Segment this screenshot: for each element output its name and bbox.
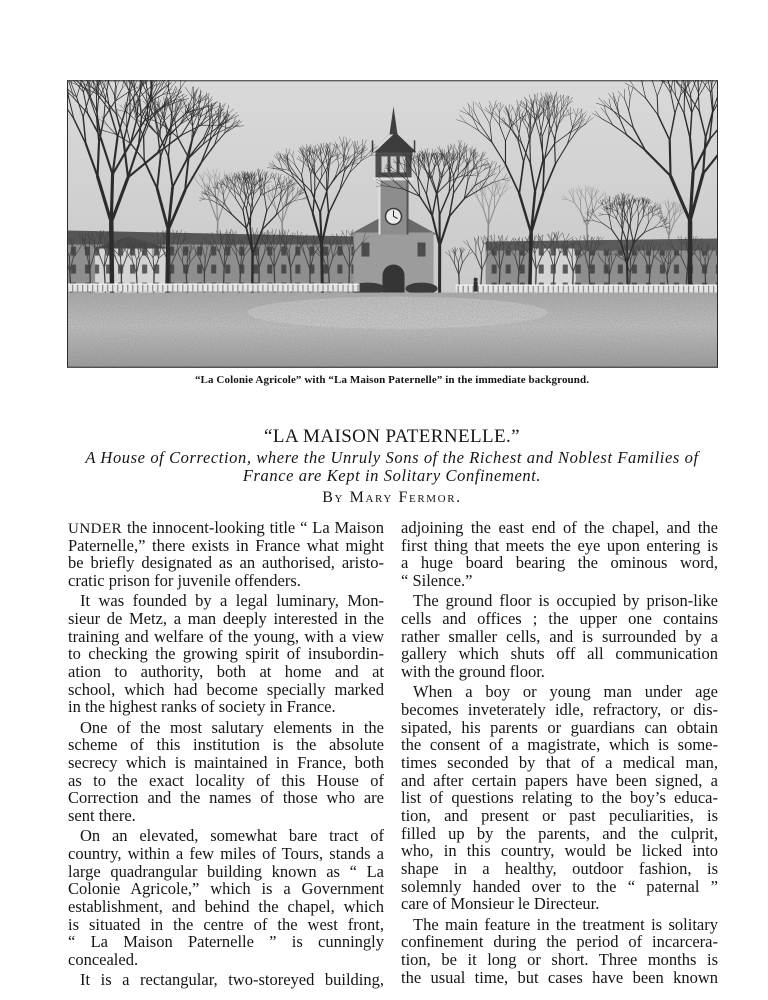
text-line: Paternelle,” there exists in France what might (68, 535, 384, 555)
paragraph (68, 971, 384, 989)
paragraph (68, 827, 384, 969)
text-line-rest: the innocent-looking title “ La Maison (127, 518, 384, 537)
byline: By Mary Fermor. (322, 489, 462, 506)
ground-grain (67, 293, 718, 368)
text-line: rather smaller cells, and is surrounded by a (401, 626, 718, 646)
tower-edge (407, 176, 409, 234)
text-line: school, which had become specially marked (68, 679, 384, 699)
text-line: in the highest ranks of society in France. (68, 697, 336, 717)
text-line: list of questions relating to the boy’s educa- (401, 788, 718, 808)
text-line: “ La Maison Paternelle ” is cunningly (68, 932, 384, 952)
text-line: filled up by the parents, and the culprit, (401, 823, 718, 843)
lead-word: UNDER (68, 521, 123, 537)
text-line: Colonie Agricole,” which is a Government (68, 879, 384, 899)
text-line: and after certain papers have been signed, a (401, 770, 718, 790)
tree-branch (144, 137, 145, 161)
text-line: Correction and the names of those who are (68, 788, 384, 808)
text-line: first thing that meets the eye upon entering is (401, 535, 718, 555)
text-line: is situated in the centre of the west front, (68, 914, 384, 934)
text-line: secrecy which is maintained in France, both (68, 752, 384, 772)
text-line: tion, be it long or short. Three months is (401, 950, 718, 969)
fence-right (456, 285, 718, 293)
tree-branch (649, 258, 650, 272)
text-line: with the ground floor. (401, 662, 545, 681)
text-line: It is a rectangular, two-storeyed building, (80, 970, 384, 990)
subtitle-line: France are Kept in Solitary Confinement. (242, 466, 542, 485)
text-line: scheme of this institution is the absolute (68, 735, 384, 755)
text-line: ation to authority, both at home and at (68, 662, 384, 681)
text-line: sipated, his parents or guardians can obtain (401, 717, 718, 737)
text-line: solemnly handed over to the “ paternal ” (401, 876, 718, 896)
archway-gate (382, 265, 404, 293)
photo-caption: “La Colonie Agricole” with “La Maison Paternelle” in the immediate background. (194, 374, 590, 386)
text-line: becomes inveterately idle, refractory, or dis- (401, 699, 718, 719)
text-line: times seconded by that of a medical man, (401, 752, 718, 772)
text-line: When a boy or young man under age (413, 682, 718, 702)
tree-branch (250, 208, 251, 228)
paragraph (68, 592, 384, 716)
text-line: On an elevated, somewhat bare tract of (80, 826, 384, 846)
text-line: shape in a healthy, outdoor fashion, is (401, 859, 718, 879)
article-subtitle (16, 449, 768, 485)
text-line: adjoining the east end of the chapel, and the (401, 518, 718, 537)
tree-branch (458, 263, 459, 275)
text-line: concealed. (68, 950, 139, 969)
pavilion-window (418, 243, 426, 257)
text-line: cells and offices ; the upper one contains (401, 608, 718, 628)
paragraph (401, 592, 718, 680)
text-line: be briefly designated as an authorised, aristo- (68, 553, 384, 573)
text-line: tion, and present or past peculiarities, is (401, 806, 718, 825)
figure-head (474, 278, 478, 282)
text-line: It was founded by a legal luminary, Mon- (80, 591, 384, 611)
text-line: the usual time, but cases have been known (401, 967, 718, 987)
tower-shaft (378, 176, 408, 234)
text-line: cratic prison for juvenile offenders. (68, 571, 301, 591)
text-line: confinement during the period of incarcera- (401, 932, 718, 952)
text-line: to checking the growing spirit of insubordin- (68, 644, 384, 664)
article-photo (67, 80, 718, 368)
text-line: One of the most salutary elements in the (80, 717, 384, 737)
body-column-left (68, 519, 384, 989)
text-line: establishment, and behind the chapel, which (68, 896, 384, 916)
tree-branch (320, 212, 321, 244)
paragraph (68, 519, 384, 590)
text-line: large quadrangular building known as “ La (68, 861, 384, 881)
text-line: country, within a few miles of Tours, stands a (68, 843, 384, 863)
text-line: training and welfare of the young, with a view (68, 626, 384, 646)
figure (474, 282, 478, 292)
tree-branch (98, 143, 99, 176)
paragraph (401, 916, 718, 987)
text-line: care of Monsieur le Directeur. (401, 894, 600, 914)
text-line: a huge board bearing the ominous word, (401, 553, 718, 573)
text-line: the consent of a magistrate, which is some- (401, 735, 718, 755)
paragraph (401, 519, 718, 590)
tree-branch (258, 251, 259, 268)
subtitle-line: A House of Correction, where the Unruly Sons of the Richest and Noblest Families of (85, 448, 699, 467)
text-line: who, in this country, would be licked into (401, 841, 718, 861)
text-line (68, 519, 384, 537)
text-line: The ground floor is occupied by prison-like (413, 591, 718, 611)
tower-edge (378, 176, 380, 234)
paragraph (401, 683, 718, 913)
text-line: The main feature in the treatment is solitary (413, 914, 718, 934)
text-line: “ Silence.” (401, 571, 473, 591)
fence-left (67, 284, 359, 292)
article-title: “LA MAISON PATERNELLE.” (263, 426, 520, 447)
paragraph (68, 719, 384, 825)
pavilion-window (361, 243, 369, 257)
text-line: sieur de Metz, a man deeply interested in the (68, 608, 384, 628)
text-line: gallery which shuts off all communication (401, 644, 718, 664)
belfry-opening (400, 156, 406, 172)
tree-branch (669, 213, 670, 223)
body-column-right (401, 519, 718, 986)
tree-branch (670, 140, 671, 176)
text-line: as to the exact locality of this House of (68, 770, 384, 790)
tree-branch (530, 143, 531, 163)
text-line: sent there. (68, 806, 136, 825)
